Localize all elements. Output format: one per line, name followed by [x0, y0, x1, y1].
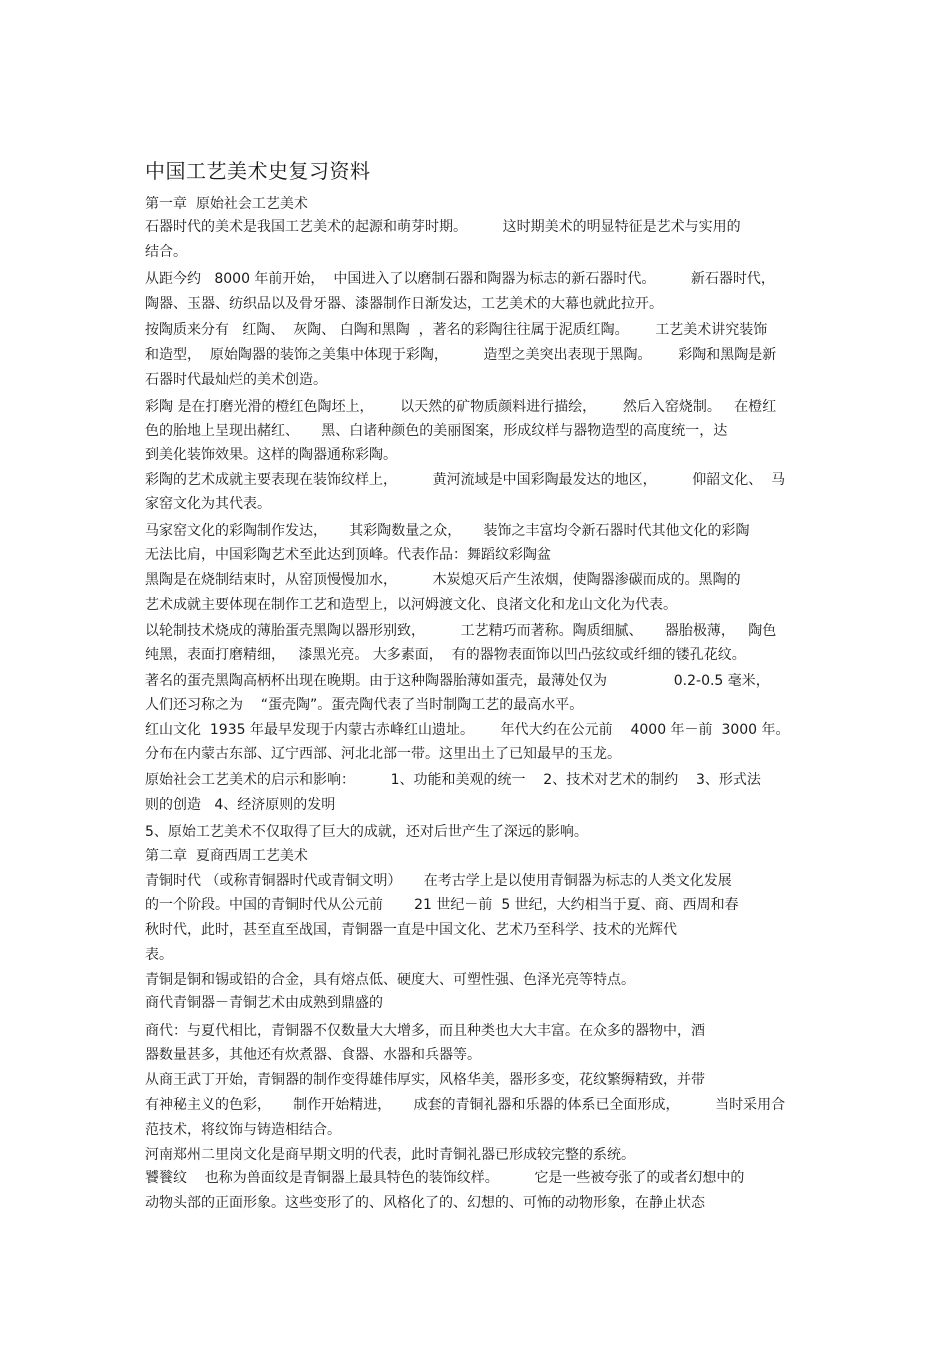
text-line: 5、原始工艺美术不仅取得了巨大的成就，还对后世产生了深远的影响。	[145, 824, 588, 840]
text-line: 第二章 夏商西周工艺美术	[145, 848, 308, 864]
text-line: 彩陶 是在打磨光滑的橙红色陶坯上， 以天然的矿物质颜料进行描绘， 然后入窑烧制。 在橙红	[145, 399, 777, 415]
text-line: 则的创造 4、经济原则的发明	[145, 797, 336, 813]
text-line: 结合。	[145, 244, 187, 260]
text-line: 色的胎地上呈现出赭红、 黑、白诸种颜色的美丽图案，形成纹样与器物造型的高度统一，达	[145, 423, 728, 439]
text-line: 第一章 原始社会工艺美术	[145, 196, 308, 212]
text-line: 河南郑州二里岗文化是商早期文明的代表，此时青铜礼器已形成较完整的系统。	[145, 1147, 635, 1163]
text-line: 著名的蛋壳黑陶高柄杯出现在晚期。由于这种陶器胎薄如蛋壳，最薄处仅为 0.2-0.5 毫米，	[145, 673, 770, 689]
text-line: 的一个阶段。中国的青铜时代从公元前 21 世纪－前 5 世纪，大约相当于夏、商、西周和春	[145, 897, 739, 913]
text-line: 和造型， 原始陶器的装饰之美集中体现于彩陶， 造型之美突出表现于黑陶。 彩陶和黑陶是新	[145, 347, 777, 363]
text-line: 从商王武丁开始，青铜器的制作变得雄伟厚实，风格华美，器形多变，花纹繁缛精致，并带	[145, 1072, 705, 1088]
text-line: 马家窑文化的彩陶制作发达， 其彩陶数量之众， 装饰之丰富均令新石器时代其他文化的彩陶	[145, 523, 750, 539]
text-line: 陶器、玉器、纺织品以及骨牙器、漆器制作日渐发达，工艺美术的大幕也就此拉开。	[145, 296, 663, 312]
text-line: 按陶质来分有 红陶、 灰陶、 白陶和黑陶 ，著名的彩陶往往属于泥质红陶。 工艺美术讲究装饰	[145, 322, 768, 338]
text-line: 动物头部的正面形象。这些变形了的、风格化了的、幻想的、可怖的动物形象，在静止状态	[145, 1195, 705, 1211]
text-line: 红山文化 1935 年最早发现于内蒙古赤峰红山遗址。 年代大约在公元前 4000 年－前 3000 年。	[145, 722, 790, 738]
text-line: 纯黑，表面打磨精细， 漆黑光亮。 大多素面， 有的器物表面饰以凹凸弦纹或纤细的镂孔花纹。	[145, 647, 746, 663]
text-line: 艺术成就主要体现在制作工艺和造型上，以河姆渡文化、良渚文化和龙山文化为代表。	[145, 597, 677, 613]
text-line: 人们还习称之为 “蛋壳陶”。蛋壳陶代表了当时制陶工艺的最高水平。	[145, 697, 584, 713]
text-line: 彩陶的艺术成就主要表现在装饰纹样上， 黄河流域是中国彩陶最发达的地区， 仰韶文化、 马	[145, 472, 786, 488]
text-line: 石器时代的美术是我国工艺美术的起源和萌芽时期。 这时期美术的明显特征是艺术与实用的	[145, 219, 741, 235]
text-line: 从距今约 8000 年前开始， 中国进入了以磨制石器和陶器为标志的新石器时代。 新石器时代，	[145, 271, 775, 287]
text-line: 黑陶是在烧制结束时，从窑顶慢慢加水， 木炭熄灭后产生浓烟，使陶器渗碳而成的。黑陶的	[145, 572, 741, 588]
text-line: 分布在内蒙古东部、辽宁西部、河北北部一带。这里出土了已知最早的玉龙。	[145, 746, 621, 762]
text-line: 家窑文化为其代表。	[145, 496, 271, 512]
text-line: 石器时代最灿烂的美术创造。	[145, 372, 327, 388]
text-line: 商代青铜器－青铜艺术由成熟到鼎盛的	[145, 995, 383, 1011]
text-line: 商代：与夏代相比，青铜器不仅数量大大增多，而且种类也大大丰富。在众多的器物中，酒	[145, 1023, 705, 1039]
text-line: 饕餮纹 也称为兽面纹是青铜器上最具特色的装饰纹样。 它是一些被夸张了的或者幻想中的	[145, 1170, 745, 1186]
text-line: 到美化装饰效果。这样的陶器通称彩陶。	[145, 447, 397, 463]
text-line: 表。	[145, 947, 173, 963]
text-line: 有神秘主义的色彩， 制作开始精进， 成套的青铜礼器和乐器的体系已全面形成， 当时采用合	[145, 1097, 786, 1113]
text-line: 青铜时代 （或称青铜器时代或青铜文明） 在考古学上是以使用青铜器为标志的人类文化发展	[145, 873, 732, 889]
text-line: 秋时代，此时，甚至直至战国，青铜器一直是中国文化、艺术乃至科学、技术的光辉代	[145, 922, 677, 938]
text-line: 无法比肩，中国彩陶艺术至此达到顶峰。代表作品：舞蹈纹彩陶盆	[145, 547, 551, 563]
text-line: 原始社会工艺美术的启示和影响： 1、功能和美观的统一 2、技术对艺术的制约 3、形式法	[145, 772, 761, 788]
document-title: 中国工艺美术史复习资料	[145, 159, 371, 183]
text-line: 青铜是铜和锡或铅的合金，具有熔点低、硬度大、可塑性强、色泽光亮等特点。	[145, 972, 635, 988]
text-line: 器数量甚多，其他还有炊煮器、食器、水器和兵器等。	[145, 1047, 481, 1063]
text-line: 以轮制技术烧成的薄胎蛋壳黑陶以器形别致， 工艺精巧而著称。陶质细腻、 器胎极薄， 陶色	[145, 623, 777, 639]
text-line: 范技术，将纹饰与铸造相结合。	[145, 1122, 341, 1138]
